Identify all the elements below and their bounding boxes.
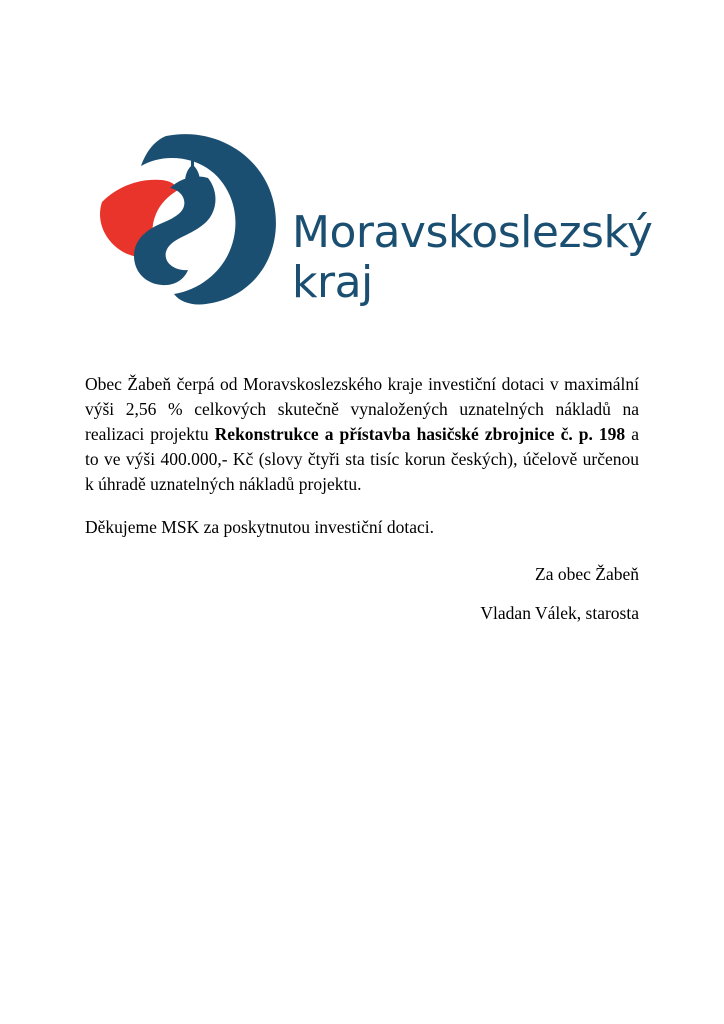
signature-line-municipality: Za obec Žabeň xyxy=(535,564,639,584)
project-name: Rekonstrukce a přístavba hasičské zbrojnice č. p. 198 xyxy=(214,424,626,444)
logo-wordmark-line1: Moravskoslezský xyxy=(292,207,653,258)
signature-line-mayor: Vladan Válek, starosta xyxy=(480,603,639,623)
paragraph-grant-info-part2: a to ve výši 400.000,- Kč (slovy čtyři sta tisíc korun českých), účelově určenou k úhradě uznatelných nákladů projektu. xyxy=(85,424,639,494)
logo-wordmark xyxy=(292,207,653,308)
paragraph-grant-info-part1: Obec Žabeň čerpá od Moravskoslezského kraje investiční dotaci v maximální výši 2,56 % celkových skutečně vynaložených uznatelných nákladů na realizaci projektu xyxy=(85,374,639,444)
logo-block xyxy=(88,132,653,308)
logo-wordmark-line2: kraj xyxy=(292,257,373,308)
document-body xyxy=(85,372,639,626)
paragraph-grant-info xyxy=(85,372,639,497)
paragraph-thanks: Děkujeme MSK za poskytnutou investiční dotaci. xyxy=(85,517,434,537)
moravskoslezsky-kraj-logo-icon xyxy=(88,132,288,307)
